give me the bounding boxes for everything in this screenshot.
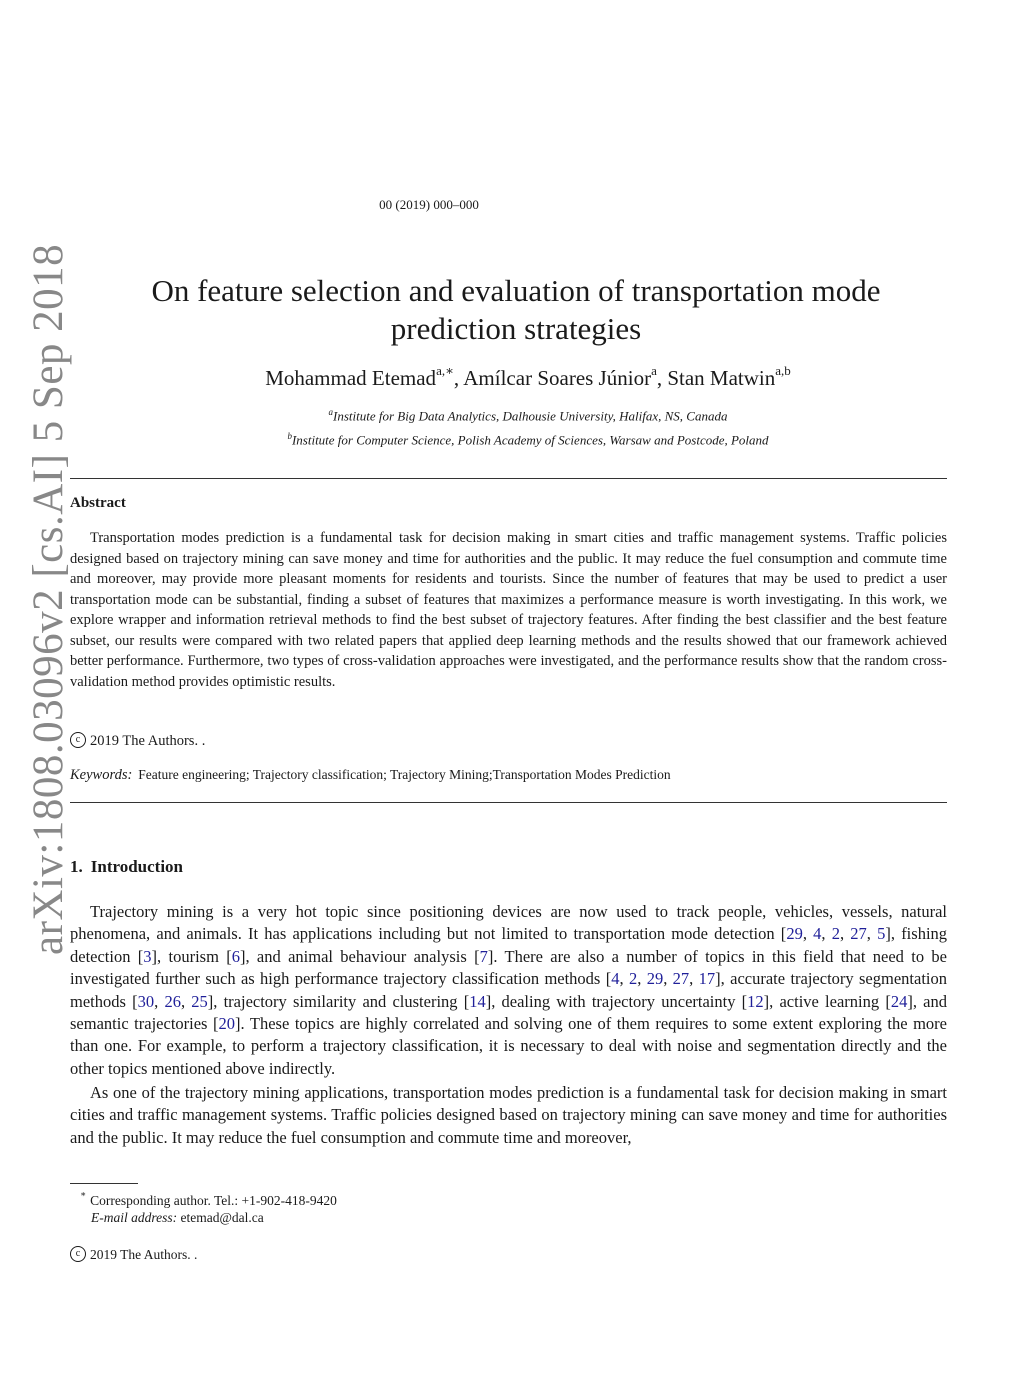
copyright-icon: c (70, 732, 86, 748)
citation-link[interactable]: 6 (231, 946, 240, 966)
copyright-icon: c (70, 1246, 86, 1262)
author-affil-marker: a (651, 363, 657, 378)
citation-link[interactable]: 25 (191, 991, 208, 1011)
section-heading: 1. Introduction (70, 857, 184, 876)
citation-link[interactable]: 27 (850, 924, 867, 944)
keywords-label: Keywords: (70, 767, 133, 783)
citation-link[interactable]: 26 (164, 991, 181, 1011)
citation-link[interactable]: 7 (479, 946, 488, 966)
footnote-corresponding: ∗ Corresponding author. Tel.: +1-902-418-9420 (80, 1189, 337, 1208)
citation-link[interactable]: 29 (646, 969, 664, 989)
keywords-text: Feature engineering; Trajectory classification; Trajectory Mining;Transportation Modes Prediction (138, 767, 671, 782)
abstract-copyright: c 2019 The Authors. . (70, 733, 205, 750)
divider (70, 802, 947, 803)
abstract-text: Transportation modes prediction is a fundamental task for decision making in smart cities and traffic management systems. Traffic policies designed based on trajectory mining can save money and time for authorities and the public. It may reduce the fuel consumption and commute time and moreover, may provide more pleasant moments for residents and tourists. Since the number of features that may be used to predict a user transportation mode can be substantial, finding a subset of features that maximizes a performance measure is worth investigating. In this work, we explore wrapper and information retrieval methods to find the best subset of trajectory features. After finding the best classifier and the best feature subset, our results were compared with two related papers that applied deep learning methods and the results showed that our framework achieved better performance. Furthermore, two types of cross-validation approaches were investigated, and the performance results show that the random cross-validation method provides optimistic results. (70, 530, 947, 690)
intro-paragraph-2: As one of the trajectory mining applications, transportation modes prediction is a fundamental task for decision making in smart cities and traffic management systems. Traffic policies designed based on trajectory mining can save money and time for authorities and the public. It may reduce the fuel consumption and commute time and moreover, (70, 1083, 947, 1147)
footer-copyright: c 2019 The Authors. . (70, 1247, 197, 1264)
paper-title: On feature selection and evaluation of transportation mode prediction strategies (151, 273, 881, 346)
affiliation: $^b$Institute for Computer Science, Polish Academy of Sciences, Warsaw and Postcode, Poland (287, 431, 769, 448)
citation-link[interactable]: 20 (218, 1014, 236, 1034)
arxiv-stamp: arXiv:1808.03096v2 [cs.AI] 5 Sep 2018 (25, 243, 72, 955)
footnote-email: E-mail address: etemad@dal.ca (91, 1210, 264, 1225)
author-name: Stan Matwin (667, 366, 776, 390)
citation-link[interactable]: 29 (786, 924, 803, 944)
journal-citation: 00 (2019) 000–000 (379, 197, 479, 212)
divider (70, 478, 947, 479)
affiliation: $^a$Institute for Big Data Analytics, Dalhousie University, Halifax, NS, Canada (328, 407, 728, 424)
author-name: Amílcar Soares Júnior (463, 366, 652, 390)
author-affil-marker: a,∗ (436, 363, 454, 378)
intro-paragraph-1: Trajectory mining is a very hot topic since positioning devices are now used to track people, vehicles, vessels, natural phenomena, and animals. It has applications including but not limited to transportation mode detection [29, 4, 2, 27, 5], fishing detection [3], tourism [6], and animal behaviour analysis [7]. There are also a number of topics in this field that need to be investigated further such as high performance trajectory classification methods [4, 2, 29, 27, 17], accurate trajectory segmentation methods [30, 26, 25], trajectory similarity and clustering [14], dealing with trajectory uncertainty [12], active learning [24], and semantic trajectories [20]. These topics are highly correlated and solving one of them requires to some extent exploring the more than one. For example, to perform a trajectory classification, it is necessary to deal with noise and segmentation directly and the other topics mentioned above indirectly. (70, 902, 948, 1078)
citation-link[interactable]: 14 (469, 991, 486, 1011)
citation-link[interactable]: 27 (672, 969, 690, 989)
citation-link[interactable]: 17 (698, 969, 716, 989)
citation-link[interactable]: 4 (813, 924, 822, 944)
email-address: etemad@dal.ca (180, 1210, 264, 1225)
author-name: Mohammad Etemad (265, 366, 437, 390)
affiliations (70, 402, 946, 451)
citation-link[interactable]: 30 (137, 991, 155, 1011)
footnote-divider (70, 1183, 138, 1184)
keywords (70, 767, 671, 784)
citation-link[interactable]: 2 (831, 924, 840, 944)
abstract-heading: Abstract (70, 495, 126, 511)
footnote-marker: ∗ (80, 1189, 87, 1199)
citation-link[interactable]: 5 (877, 924, 886, 944)
citation-link[interactable]: 4 (611, 969, 620, 989)
citation-link[interactable]: 3 (143, 946, 152, 966)
citation-link[interactable]: 24 (890, 991, 908, 1011)
author-affil-marker: a,b (775, 363, 791, 378)
author-list: Mohammad Etemad$^{a,∗}$, Amílcar Soares Júnior$^a$, Stan Matwin$^{a,b}$ (265, 363, 791, 390)
citation-link[interactable]: 2 (628, 969, 638, 989)
citation-link[interactable]: 12 (747, 991, 764, 1011)
